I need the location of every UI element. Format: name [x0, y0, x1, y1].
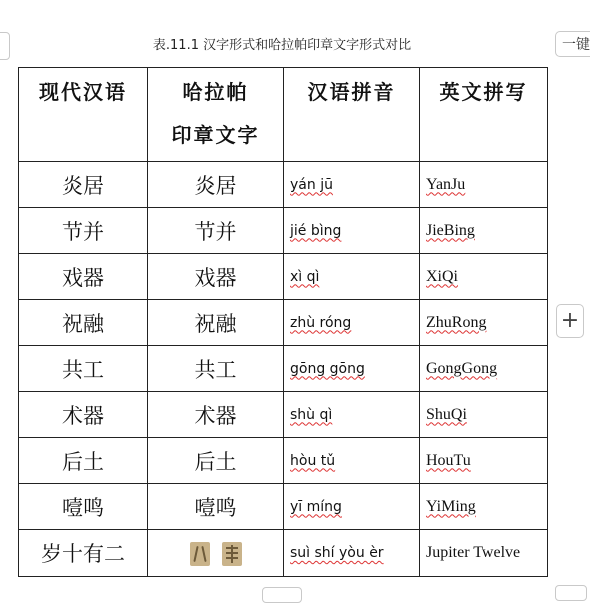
- cell-modern: 节并: [19, 208, 148, 254]
- bottom-handle[interactable]: [262, 587, 302, 603]
- table-header-row: [19, 68, 548, 162]
- table-row: [19, 300, 548, 346]
- cell-modern: 岁十有二: [19, 530, 148, 577]
- cell-modern: 共工: [19, 346, 148, 392]
- harappa-seal-glyph-image: [222, 542, 242, 566]
- cell-modern: 术器: [19, 392, 148, 438]
- cell-modern: 炎居: [19, 162, 148, 208]
- cell-harappa: 术器: [148, 392, 284, 438]
- cell-english: YiMing: [426, 497, 476, 515]
- comparison-table: [18, 67, 548, 577]
- table-row: [19, 346, 548, 392]
- cell-harappa: 后土: [148, 438, 284, 484]
- cell-english: HouTu: [426, 451, 471, 469]
- cell-pinyin: jié bìng: [290, 222, 342, 239]
- table-row: [19, 484, 548, 530]
- cell-modern: 噎鸣: [19, 484, 148, 530]
- table-row: [19, 438, 548, 484]
- cell-pinyin: suì shí yòu èr: [290, 545, 384, 561]
- header-english: 英文拼写: [420, 68, 548, 162]
- cell-harappa: 炎居: [148, 162, 284, 208]
- cell-english: Jupiter Twelve: [426, 544, 521, 561]
- cell-harappa: 戏器: [148, 254, 284, 300]
- cell-english: ShuQi: [426, 405, 467, 423]
- cell-modern: 后土: [19, 438, 148, 484]
- cell-pinyin: hòu tǔ: [290, 452, 336, 469]
- cell-pinyin: zhù róng: [290, 314, 352, 331]
- cell-harappa: 祝融: [148, 300, 284, 346]
- header-harappa-line2: 印章文字: [171, 123, 260, 147]
- table-caption: 表.11.1 汉字形式和哈拉帕印章文字形式对比: [152, 38, 412, 53]
- cell-pinyin: yī míng: [290, 498, 342, 515]
- header-modern-chinese: 现代汉语: [19, 68, 148, 162]
- cell-english: YanJu: [426, 175, 466, 193]
- cell-english: ZhuRong: [426, 313, 487, 331]
- header-harappa-seal: [148, 68, 284, 162]
- cell-harappa-seal-image: [148, 530, 284, 577]
- cell-harappa: 共工: [148, 346, 284, 392]
- cell-pinyin: shù qì: [290, 406, 333, 423]
- cell-harappa: 噎鸣: [148, 484, 284, 530]
- table-row: [19, 208, 548, 254]
- header-harappa-line1: 哈拉帕: [182, 80, 249, 104]
- table-row: [19, 254, 548, 300]
- one-click-button[interactable]: 一键: [555, 31, 590, 57]
- table-row: [19, 392, 548, 438]
- harappa-seal-glyph-image: [190, 542, 210, 566]
- table-row: [19, 162, 548, 208]
- add-icon[interactable]: +: [556, 304, 584, 338]
- cell-english: JieBing: [426, 221, 475, 239]
- cell-pinyin: gōng gōng: [290, 360, 365, 377]
- cell-english: XiQi: [426, 267, 458, 285]
- cell-pinyin: xì qì: [290, 268, 320, 285]
- cell-pinyin: yán jū: [290, 176, 333, 193]
- cell-modern: 戏器: [19, 254, 148, 300]
- header-pinyin: 汉语拼音: [284, 68, 420, 162]
- bottom-corner-button[interactable]: [555, 585, 587, 601]
- cell-modern: 祝融: [19, 300, 148, 346]
- table-row: [19, 530, 548, 577]
- cell-harappa: 节并: [148, 208, 284, 254]
- cell-english: GongGong: [426, 359, 498, 377]
- seal-glyphs: [190, 542, 242, 566]
